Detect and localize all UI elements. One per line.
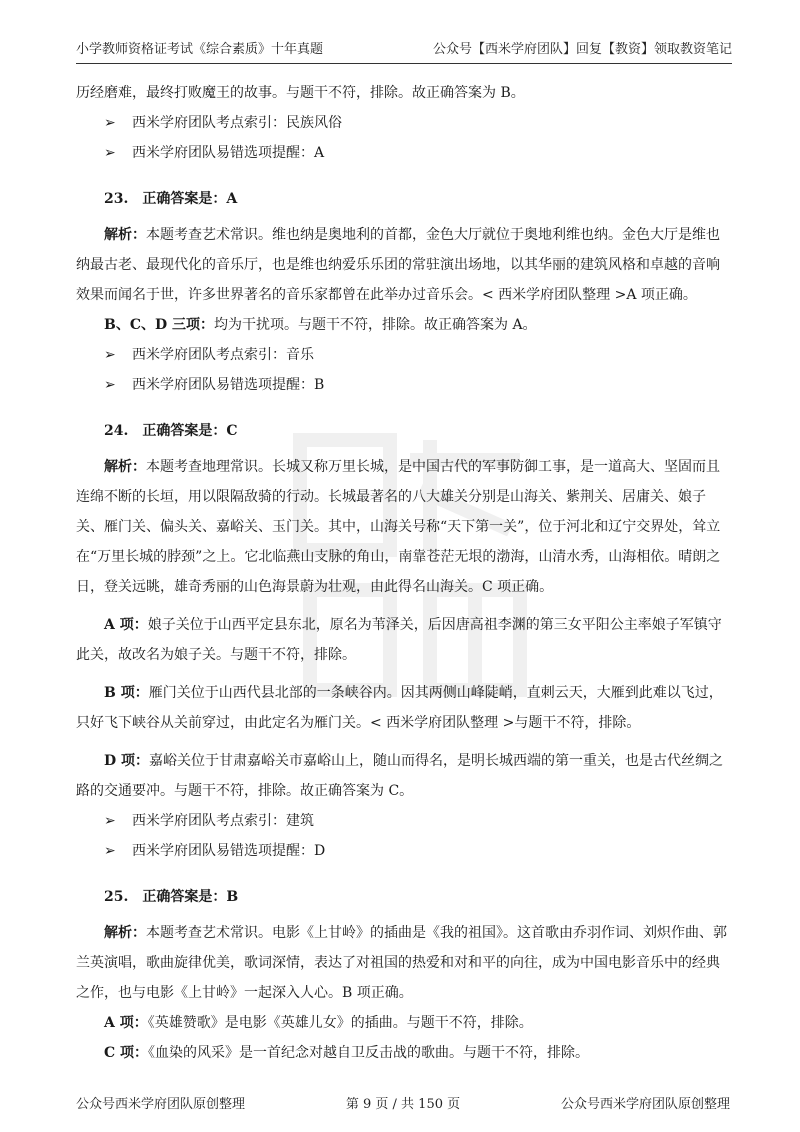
arrow-bullet-icon: ➢ (104, 377, 116, 393)
prev-answer-tail: 历经磨难，最终打败魔王的故事。与题干不符，排除。故正确答案为 B。 (76, 85, 525, 101)
page-header (76, 38, 732, 64)
list-item: ➢ 西米学府团队易错选项提醒：B (76, 370, 730, 400)
header-left: 小学教师资格证考试《综合素质》十年真题 (76, 42, 324, 57)
page-footer (76, 1093, 730, 1112)
list-item: ➢ 西米学府团队考点索引：民族风俗 (76, 108, 730, 138)
question-25-analysis: 解析：本题考查艺术常识。电影《上甘岭》的插曲是《我的祖国》。这首歌由乔羽作词、刘炽作曲、郭兰英演唱，歌曲旋律优美，歌词深情，表达了对祖国的热爱和对和平的向往，成为中国电影音乐中的经典之作，也与电影《上甘岭》一起深入人心。B 项正确。 (76, 925, 727, 1001)
list-item: ➢ 西米学府团队考点索引：音乐 (76, 340, 730, 370)
page-content (76, 78, 730, 1068)
question-24-analysis: 解析：本题考查地理常识。长城又称万里长城，是中国古代的军事防御工事，是一道高大、坚固而且连绵不断的长垣，用以限隔敌骑的行动。长城最著名的八大雄关分别是山海关、紫荆关、居庸关、娘子关、雁门关、偏头关、嘉峪关、玉门关。其中，山海关号称“天下第一关”，位于河北和辽宁交界处，耸立在“万里长城的脖颈”之上。它北临燕山支脉的角山，南靠苍茫无垠的渤海，山清水秀，山海相依。晴朗之日，登关远眺，雄奇秀丽的山色海景蔚为壮观，由此得名山海关。C 项正确。 (76, 459, 721, 595)
list-item: ➢ 西米学府团队考点索引：建筑 (76, 806, 730, 836)
question-25-option-a: A 项：《英雄赞歌》是电影《英雄儿女》的插曲。与题干不符，排除。 (104, 1015, 533, 1031)
arrow-bullet-icon: ➢ (104, 813, 116, 829)
question-23-title: 23. 正确答案是：A (104, 191, 238, 207)
page-number: 第 9 页 / 共 150 页 (345, 1097, 461, 1112)
question-24-option-a: A 项：娘子关位于山西平定县东北，原名为苇泽关，后因唐高祖李渊的第三女平阳公主率娘子军镇守此关，故改名为娘子关。与题干不符，排除。 (76, 617, 722, 663)
question-24-title: 24. 正确答案是：C (104, 423, 238, 439)
question-23-options-bcd: B、C、D 三项：均为干扰项。与题干不符，排除。故正确答案为 A。 (104, 317, 537, 333)
arrow-bullet-icon: ➢ (104, 347, 116, 363)
question-25-title: 25. 正确答案是：B (104, 889, 239, 905)
question-25-option-c: C 项：《血染的风采》是一首纪念对越自卫反击战的歌曲。与题干不符，排除。 (104, 1045, 590, 1061)
arrow-bullet-icon: ➢ (104, 843, 116, 859)
footer-left: 公众号西米学府团队原创整理 (76, 1097, 246, 1112)
footer-right: 公众号西米学府团队原创整理 (560, 1097, 730, 1112)
question-23-analysis: 解析：本题考查艺术常识。维也纳是奥地利的首都，金色大厅就位于奥地利维也纳。金色大厅是维也纳最古老、最现代化的音乐厅，也是维也纳爱乐乐团的常驻演出场地，以其华丽的建筑风格和卓越的音响效果而闻名于世，许多世界著名的音乐家都曾在此举办过音乐会。< 西米学府团队整理 >A 项正确。 (76, 227, 720, 303)
question-24-option-b: B 项：雁门关位于山西代县北部的一条峡谷内。因其两侧山峰陡峭，直刺云天，大雁到此难以飞过，只好飞下峡谷从关前穿过，由此定名为雁门关。< 西米学府团队整理 >与题干不符，排除。 (76, 685, 723, 731)
list-item: ➢ 西米学府团队易错选项提醒：D (76, 836, 730, 866)
header-right: 公众号【西米学府团队】回复【教资】领取教资笔记 (432, 42, 732, 57)
list-item: ➢ 西米学府团队易错选项提醒：A (76, 138, 730, 168)
question-24-option-d: D 项：嘉峪关位于甘肃嘉峪关市嘉峪山上，随山而得名，是明长城西端的第一重关，也是古代丝绸之路的交通要冲。与题干不符，排除。故正确答案为 C。 (76, 753, 724, 799)
arrow-bullet-icon: ➢ (104, 115, 116, 131)
arrow-bullet-icon: ➢ (104, 145, 116, 161)
